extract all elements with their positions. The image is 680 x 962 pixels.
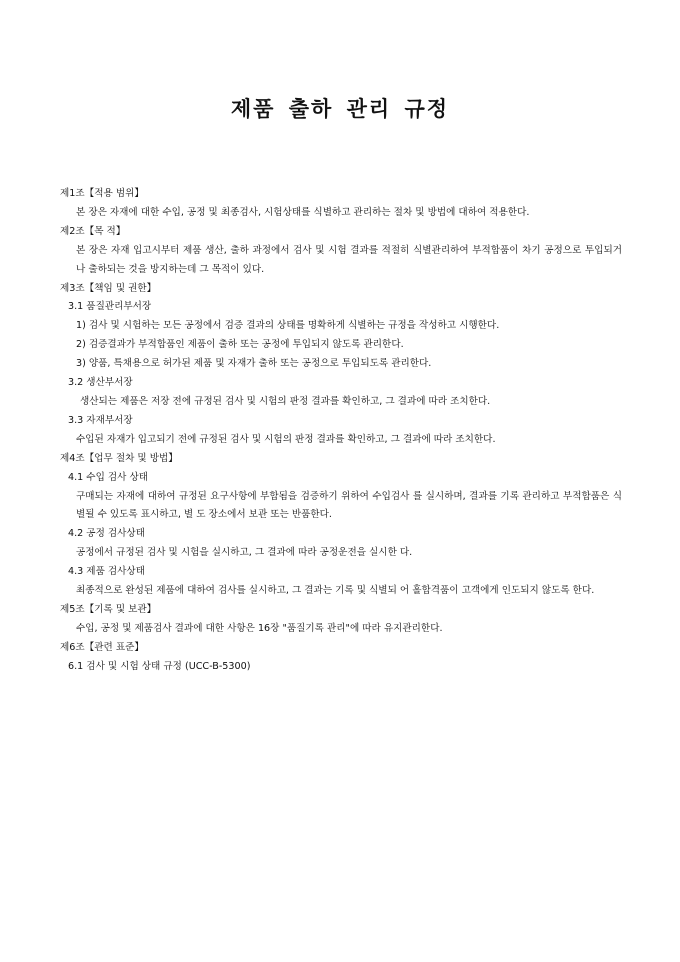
section-4-3-body: 최종적으로 완성된 제품에 대하여 검사를 실시하고, 그 결과는 기록 및 식별되 어 홀합격품이 고객에게 인도되지 않도록 한다.	[76, 585, 595, 597]
article-2-body: 본 장은 자재 입고시부터 제품 생산, 출하 과정에서 검사 및 시험 결과를 적절히 식별관리하여 부적합품이 차기 공정으로 투입되거나 출하되는 것을 방지하는데 그 목적이 있다.	[76, 244, 622, 275]
article-3-heading: 제3조【책임 및 권한】	[60, 282, 157, 294]
article-2	[60, 223, 622, 280]
section-3-3-body: 수입된 자재가 입고되기 전에 규정된 검사 및 시험의 판정 결과를 확인하고, 그 결과에 따라 조치한다.	[76, 433, 496, 445]
section-4-2-title: 4.2 공정 검사상태	[68, 528, 145, 540]
section-3-1-item-2: 2) 검증결과가 부적합품인 제품이 출하 또는 공정에 투입되지 않도록 관리한다.	[76, 339, 404, 351]
article-5	[60, 601, 622, 639]
article-6-heading: 제6조【관련 표준】	[60, 641, 144, 653]
article-5-body: 수입, 공정 및 제품검사 결과에 대한 사항은 16장 "품질기록 관리"에 따라 유지관리한다.	[76, 622, 443, 634]
article-3	[60, 280, 622, 450]
document-title: 제품 출하 관리 규정	[230, 97, 450, 121]
section-3-1-item-1: 1) 검사 및 시험하는 모든 공정에서 검증 결과의 상태를 명확하게 식별하는 규정을 작성하고 시행한다.	[76, 320, 500, 332]
section-3-2-body: 생산되는 제품은 저장 전에 규정된 검사 및 시험의 판정 결과를 확인하고, 그 결과에 따라 조치한다.	[80, 395, 491, 407]
article-6	[60, 639, 622, 677]
section-3-1-title: 3.1 품질관리부서장	[68, 301, 152, 313]
section-3-2-title: 3.2 생산부서장	[68, 377, 133, 389]
article-1-body: 본 장은 자재에 대한 수입, 공정 및 최종검사, 시험상태를 식별하고 관리하는 절차 및 방법에 대하여 적용한다.	[76, 206, 530, 218]
section-3-1-item-3: 3) 양품, 특채용으로 허가된 제품 및 자재가 출하 또는 공정으로 투입되도록 관리한다.	[76, 358, 432, 370]
section-4-1-body: 구매되는 자재에 대하여 규정된 요구사항에 부합됨을 검증하기 위하여 수입검사 를 실시하며, 결과를 기록 관리하고 부적합품은 식별될 수 있도록 표시하고, 별 도 장소에서 보관 또는 반품한다.	[76, 490, 622, 521]
section-4-3-title: 4.3 제품 검사상태	[68, 566, 145, 578]
document-body	[60, 185, 622, 677]
section-4-1-title: 4.1 수입 검사 상태	[68, 471, 149, 483]
section-6-1-item: 6.1 검사 및 시험 상태 규정 (UCC-B-5300)	[68, 660, 251, 672]
article-2-heading: 제2조【목 적】	[60, 225, 126, 237]
article-4-heading: 제4조【업무 절차 및 방법】	[60, 452, 178, 464]
section-4-2-body: 공정에서 규정된 검사 및 시험을 실시하고, 그 결과에 따라 공정운전을 실시한 다.	[76, 547, 413, 559]
article-5-heading: 제5조【기록 및 보관】	[60, 603, 157, 615]
article-4	[60, 450, 622, 601]
section-3-3-title: 3.3 자재부서장	[68, 414, 133, 426]
article-1-heading: 제1조【적용 범위】	[60, 188, 144, 199]
article-1	[60, 185, 622, 223]
